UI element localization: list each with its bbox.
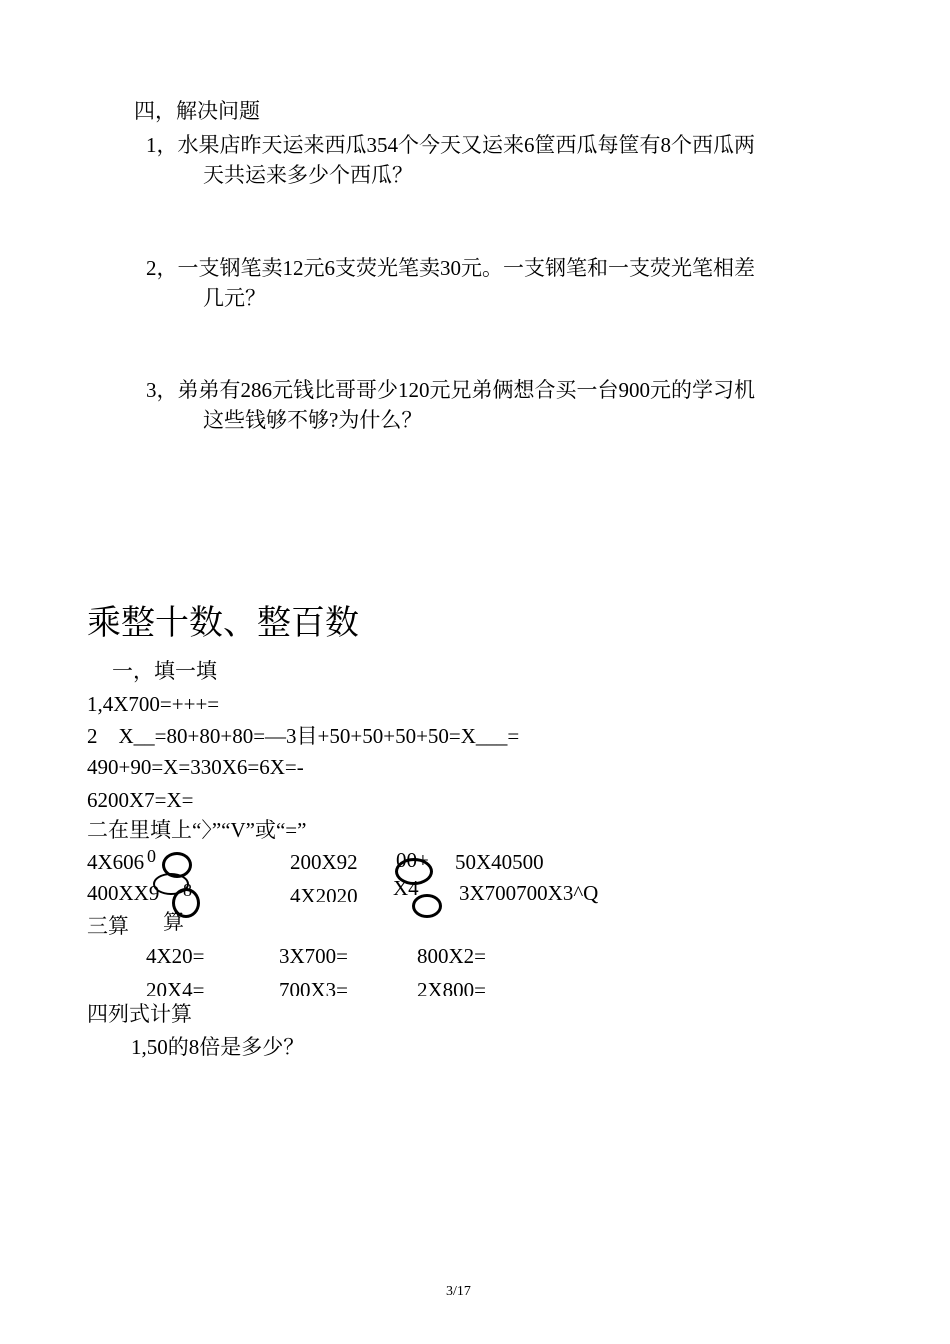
- calc-cell: 800X2=: [417, 944, 487, 968]
- question-2-line-2: 几元？: [203, 286, 266, 310]
- question-2-line-1: 2，一支钢笔卖12元6支荧光笔卖30元。一支钢笔和一支荧光笔相差: [146, 256, 755, 280]
- calc-cell: 2X800=: [417, 978, 487, 996]
- part-3-heading: 三算: [87, 914, 129, 938]
- fill-line-1: 1,4X700=+++=: [87, 692, 220, 716]
- part-3-heading-tail: 算: [163, 910, 184, 934]
- compare-row-1-c: 200X92: [290, 850, 358, 874]
- calc-cell: 20X4=: [146, 978, 205, 996]
- answer-circle: [412, 894, 442, 918]
- answer-circle: [395, 858, 433, 885]
- compare-row-2-b: 8: [183, 880, 192, 900]
- question-3-line-1: 3，弟弟有286元钱比哥哥少120元兄弟俩想合买一台900元的学习机: [146, 378, 755, 402]
- chapter-title: 乘整十数、整百数: [87, 605, 359, 642]
- question-1-line-1: 1，水果店昨天运来西瓜354个今天又运来6筐西瓜每筐有8个西瓜两: [146, 133, 755, 157]
- compare-row-2-e: 3X700700X3^Q: [459, 881, 599, 905]
- compare-row-1-d: 00+: [396, 848, 429, 872]
- compare-row-2-d: X4: [393, 876, 419, 900]
- compare-row-1-a: 4X606: [87, 850, 145, 874]
- page-number: 3/17: [446, 1284, 471, 1299]
- compare-row-1-b: 0: [147, 846, 156, 866]
- question-3-line-2: 这些钱够不够?为什么？: [203, 408, 423, 432]
- part-4-heading: 四列式计算: [87, 1002, 192, 1026]
- fill-line-4: 6200X7=X=: [87, 788, 194, 812]
- part-2-heading: 二在里填上“〉”“V”或“=”: [87, 818, 307, 842]
- compare-row-2-c: 4X2020: [290, 884, 358, 902]
- calc-cell: 700X3=: [279, 978, 349, 996]
- compare-row-2-a: 400XX9: [87, 881, 160, 905]
- section-heading: 四，解决问题: [134, 99, 260, 123]
- calc-cell: 4X20=: [146, 944, 205, 968]
- calc-cell: 3X700=: [279, 944, 349, 968]
- fill-line-3: 490+90=X=330X6=6X=-: [87, 755, 304, 779]
- question-4-1: 1,50的8倍是多少？: [131, 1035, 305, 1059]
- fill-line-2: 2 X__=80+80+80=—3目+50+50+50+50=X___=: [87, 724, 520, 748]
- compare-row-1-e: 50X40500: [455, 850, 544, 874]
- question-1-line-2: 天共运来多少个西瓜？: [203, 163, 413, 187]
- part-1-heading: 一，填一填: [112, 659, 217, 683]
